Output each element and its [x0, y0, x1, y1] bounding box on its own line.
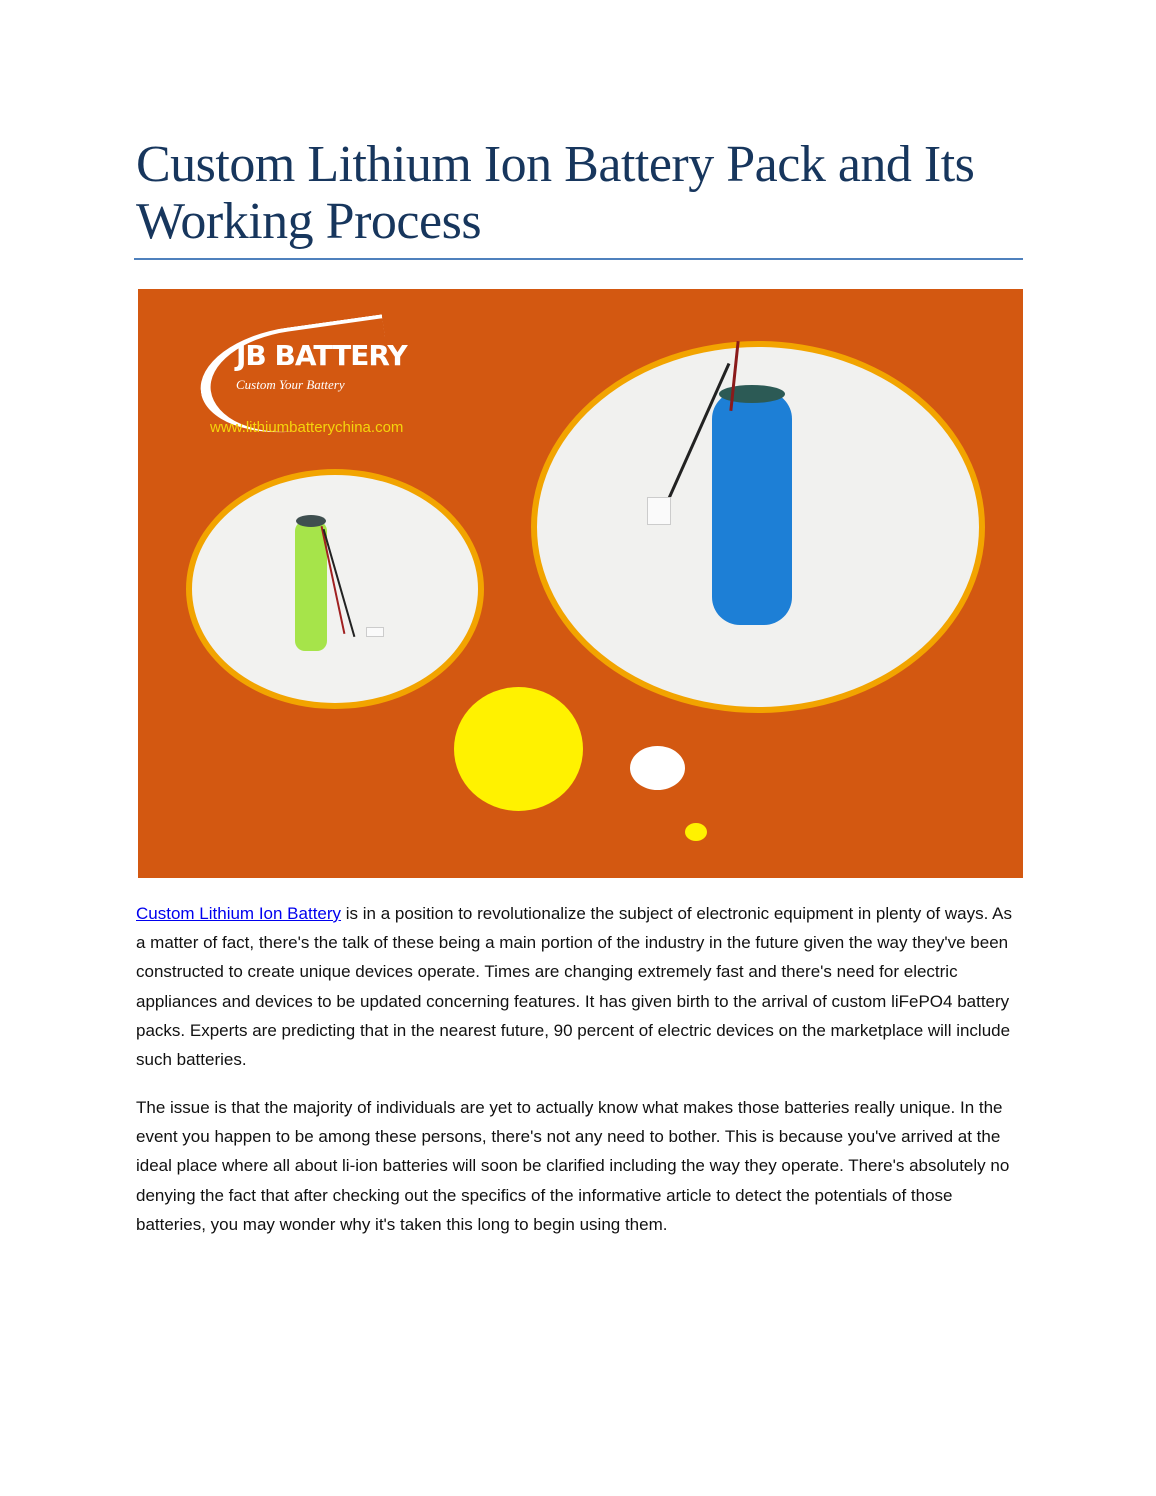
blue-battery-pack-icon [712, 391, 792, 625]
battery-top-icon [719, 385, 785, 403]
brand-logo: JB BATTERY [236, 339, 407, 372]
decorative-small-yellow-circle [685, 823, 707, 841]
green-cell-photo [186, 469, 484, 709]
connector-icon [366, 627, 384, 637]
green-battery-cell-icon [295, 521, 327, 651]
paragraph-2: The issue is that the majority of individuals are yet to actually know what makes those batteries really unique. In the event you happen to be among these persons, there's not any need to bother. This is because you've arrived at the ideal place where all about li-ion batteries will soon be clarified including the way they operate. There's absolutely no denying the fact that after checking out the specifics of the informative article to detect the potentials of those batteries, you may wonder why it's taken this long to begin using them. [136, 1098, 1010, 1234]
paragraph-1-text: is in a position to revolutionalize the subject of electronic equipment in plenty of ways. As a matter of fact, there's the talk of these being a main portion of the industry in the future given the way they've been constructed to create unique devices operate. Times are changing extremely fast and there's need for electric appliances and devices to be updated concerning features. It has given birth to the arrival of custom liFePO4 battery packs. Experts are predicting that in the nearest future, 90 percent of electric devices on the marketplace will include such batteries. [136, 904, 1012, 1070]
page-title: Custom Lithium Ion Battery Pack and Its Working Process [136, 136, 975, 250]
brand-tagline: Custom Your Battery [236, 377, 345, 392]
decorative-yellow-circle [454, 687, 583, 811]
title-divider [134, 258, 1023, 260]
hero-image [138, 289, 1023, 878]
connector-icon [647, 497, 671, 525]
decorative-white-circle [630, 746, 685, 790]
brand-url: www.lithiumbatterychina.com [210, 419, 404, 436]
blue-pack-photo [531, 341, 985, 713]
black-wire-icon [323, 529, 356, 637]
custom-lithium-ion-battery-link[interactable]: Custom Lithium Ion Battery [136, 904, 342, 923]
paragraph-1 [136, 899, 1026, 1074]
